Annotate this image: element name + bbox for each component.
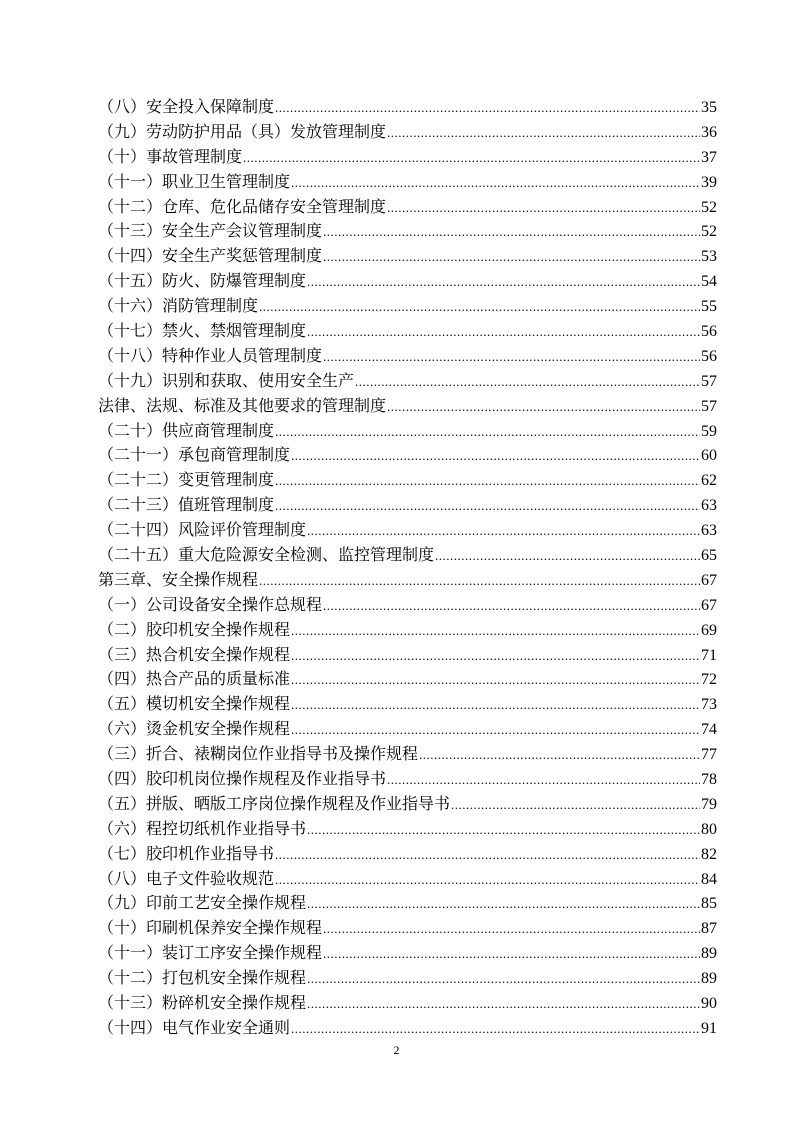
toc-entry-page: 57 <box>701 372 717 390</box>
toc-entry[interactable] <box>98 320 717 345</box>
dot-leader <box>291 619 700 644</box>
toc-entry[interactable] <box>98 444 717 469</box>
toc-entry-title: 第三章、安全操作规程 <box>98 571 259 589</box>
toc-entry-title: （八）安全投入保障制度 <box>98 98 275 116</box>
toc-entry[interactable] <box>98 619 717 644</box>
dot-leader <box>307 519 700 544</box>
dot-leader <box>291 644 700 669</box>
toc-entry-title: （十八）特种作业人员管理制度 <box>98 347 323 365</box>
toc-entry-title: （四）热合产品的质量标准 <box>98 671 291 689</box>
dot-leader <box>387 196 700 221</box>
dot-leader <box>307 320 700 345</box>
toc-entry-title: （二十四）风险评价管理制度 <box>98 522 307 540</box>
toc-entry[interactable] <box>98 818 717 843</box>
toc-entry-title: （二）胶印机安全操作规程 <box>98 621 291 639</box>
toc-entry-page: 52 <box>701 198 717 216</box>
toc-entry-page: 60 <box>701 447 717 465</box>
toc-entry-page: 77 <box>701 746 717 764</box>
toc-entry[interactable] <box>98 270 717 295</box>
toc-entry[interactable] <box>98 743 717 768</box>
dot-leader <box>323 245 700 270</box>
toc-entry-title: 法律、法规、标准及其他要求的管理制度 <box>98 397 387 415</box>
toc-entry[interactable] <box>98 868 717 893</box>
toc-entry-title: （八）电子文件验收规范 <box>98 870 275 888</box>
toc-entry-page: 71 <box>701 646 717 664</box>
toc-entry-title: （六）烫金机安全操作规程 <box>98 721 291 739</box>
dot-leader <box>259 569 700 594</box>
toc-entry[interactable] <box>98 196 717 221</box>
toc-entry-page: 72 <box>701 671 717 689</box>
toc-entry-page: 69 <box>701 621 717 639</box>
toc-entry-title: （十）事故管理制度 <box>98 148 243 166</box>
dot-leader <box>275 843 700 868</box>
toc-entry-page: 87 <box>701 920 717 938</box>
toc-entry-title: （三）热合机安全操作规程 <box>98 646 291 664</box>
dot-leader <box>451 793 700 818</box>
toc-entry-page: 85 <box>701 895 717 913</box>
toc-entry[interactable] <box>98 171 717 196</box>
page-number: 2 <box>393 1043 400 1057</box>
toc-entry-title: （十三）粉碎机安全操作规程 <box>98 995 307 1013</box>
toc-entry-title: （二十五）重大危险源安全检测、监控管理制度 <box>98 547 435 565</box>
toc-entry-page: 39 <box>701 173 717 191</box>
dot-leader <box>387 768 700 793</box>
table-of-contents <box>98 96 717 1042</box>
toc-entry[interactable] <box>98 693 717 718</box>
toc-entry[interactable] <box>98 893 717 918</box>
toc-entry[interactable] <box>98 146 717 171</box>
dot-leader <box>291 718 700 743</box>
dot-leader <box>419 743 700 768</box>
toc-entry[interactable] <box>98 967 717 992</box>
toc-entry-page: 91 <box>701 1019 717 1037</box>
toc-entry[interactable] <box>98 121 717 146</box>
toc-entry-page: 84 <box>701 870 717 888</box>
toc-entry-page: 36 <box>701 123 717 141</box>
toc-entry-page: 63 <box>701 497 717 515</box>
toc-entry[interactable] <box>98 793 717 818</box>
dot-leader <box>275 868 700 893</box>
toc-entry-title: （十一）装订工序安全操作规程 <box>98 945 323 963</box>
toc-entry-title: （十七）禁火、禁烟管理制度 <box>98 323 307 340</box>
toc-entry[interactable] <box>98 917 717 942</box>
dot-leader <box>323 917 700 942</box>
toc-entry-title: （五）拼版、晒版工序岗位操作规程及作业指导书 <box>98 795 451 813</box>
toc-entry[interactable] <box>98 494 717 519</box>
toc-entry-title: （九）印前工艺安全操作规程 <box>98 895 307 913</box>
dot-leader <box>323 220 700 245</box>
toc-entry-title: （十四）电气作业安全通则 <box>98 1019 291 1037</box>
toc-entry-title: （二十三）值班管理制度 <box>98 497 275 515</box>
toc-entry[interactable] <box>98 768 717 793</box>
toc-entry-page: 55 <box>701 298 717 316</box>
toc-entry-page: 90 <box>701 995 717 1013</box>
toc-entry-page: 54 <box>701 273 717 291</box>
toc-entry-title: （一）公司设备安全操作总规程 <box>98 596 323 614</box>
toc-entry-page: 65 <box>701 547 717 565</box>
toc-entry-page: 89 <box>701 945 717 963</box>
toc-entry-page: 56 <box>701 323 717 340</box>
toc-entry-title: （五）模切机安全操作规程 <box>98 696 291 714</box>
toc-entry-page: 53 <box>701 248 717 266</box>
toc-entry-title: （九）劳动防护用品（具）发放管理制度 <box>98 123 387 141</box>
dot-leader <box>275 420 700 445</box>
dot-leader <box>387 395 700 420</box>
toc-entry[interactable] <box>98 843 717 868</box>
dot-leader <box>355 370 700 395</box>
dot-leader <box>291 171 700 196</box>
toc-entry-page: 57 <box>701 397 717 415</box>
toc-entry[interactable] <box>98 569 717 594</box>
dot-leader <box>291 1017 700 1042</box>
toc-entry-title: （六）程控切纸机作业指导书 <box>98 820 307 838</box>
toc-entry[interactable] <box>98 1017 717 1042</box>
toc-entry-title: （三）折合、裱糊岗位作业指导书及操作规程 <box>98 746 419 764</box>
toc-entry[interactable] <box>98 370 717 395</box>
toc-entry-page: 63 <box>701 522 717 540</box>
toc-entry-title: （十一）职业卫生管理制度 <box>98 173 291 191</box>
toc-entry[interactable] <box>98 220 717 245</box>
dot-leader <box>307 967 700 992</box>
dot-leader <box>259 295 700 320</box>
toc-entry-title: （十）印刷机保养安全操作规程 <box>98 920 323 938</box>
toc-entry[interactable] <box>98 469 717 494</box>
toc-entry-title: （十二）仓库、危化品储存安全管理制度 <box>98 198 387 216</box>
dot-leader <box>291 444 700 469</box>
toc-entry-page: 82 <box>701 845 717 863</box>
dot-leader <box>307 818 700 843</box>
dot-leader <box>323 942 700 967</box>
dot-leader <box>275 96 700 121</box>
toc-entry[interactable] <box>98 992 717 1017</box>
toc-entry[interactable] <box>98 519 717 544</box>
dot-leader <box>291 668 700 693</box>
toc-entry-page: 67 <box>701 571 717 589</box>
toc-entry-title: （十四）安全生产奖惩管理制度 <box>98 248 323 266</box>
toc-entry-page: 59 <box>701 422 717 440</box>
toc-entry-page: 74 <box>701 721 717 739</box>
dot-leader <box>323 594 700 619</box>
toc-entry[interactable] <box>98 96 717 121</box>
toc-entry[interactable] <box>98 544 717 569</box>
toc-entry-title: （十五）防火、防爆管理制度 <box>98 273 307 291</box>
toc-entry-page: 62 <box>701 472 717 490</box>
toc-entry-page: 79 <box>701 795 717 813</box>
toc-entry[interactable] <box>98 644 717 669</box>
toc-entry-title: （二十一）承包商管理制度 <box>98 447 291 465</box>
toc-entry-title: （十三）安全生产会议管理制度 <box>98 223 323 241</box>
dot-leader <box>307 270 700 295</box>
toc-entry-page: 52 <box>701 223 717 241</box>
dot-leader <box>307 992 700 1017</box>
dot-leader <box>387 121 700 146</box>
dot-leader <box>275 469 700 494</box>
toc-entry[interactable] <box>98 942 717 967</box>
toc-entry-title: （二十）供应商管理制度 <box>98 422 275 440</box>
toc-entry-title: （二十二）变更管理制度 <box>98 472 275 490</box>
dot-leader <box>435 544 700 569</box>
toc-entry[interactable] <box>98 345 717 370</box>
toc-entry-page: 67 <box>701 596 717 614</box>
toc-entry-title: （十六）消防管理制度 <box>98 298 259 316</box>
toc-entry-title: （七）胶印机作业指导书 <box>98 845 275 863</box>
toc-entry[interactable] <box>98 594 717 619</box>
toc-entry-title: （十二）打包机安全操作规程 <box>98 970 307 988</box>
dot-leader <box>243 146 700 171</box>
dot-leader <box>291 693 700 718</box>
toc-entry[interactable] <box>98 245 717 270</box>
toc-entry-page: 73 <box>701 696 717 714</box>
toc-entry-page: 35 <box>701 98 717 116</box>
toc-entry-page: 56 <box>701 347 717 365</box>
toc-entry-page: 37 <box>701 148 717 166</box>
toc-entry-page: 80 <box>701 820 717 838</box>
toc-entry-title: （十九）识别和获取、使用安全生产 <box>98 372 355 390</box>
toc-entry-title: （四）胶印机岗位操作规程及作业指导书 <box>98 771 387 789</box>
toc-entry[interactable] <box>98 668 717 693</box>
toc-entry-page: 89 <box>701 970 717 988</box>
dot-leader <box>307 892 700 917</box>
toc-entry-page: 78 <box>701 771 717 789</box>
toc-entry[interactable] <box>98 718 717 743</box>
toc-entry[interactable] <box>98 295 717 320</box>
toc-entry[interactable] <box>98 420 717 445</box>
dot-leader <box>275 494 700 519</box>
dot-leader <box>323 345 700 370</box>
toc-entry[interactable] <box>98 395 717 420</box>
